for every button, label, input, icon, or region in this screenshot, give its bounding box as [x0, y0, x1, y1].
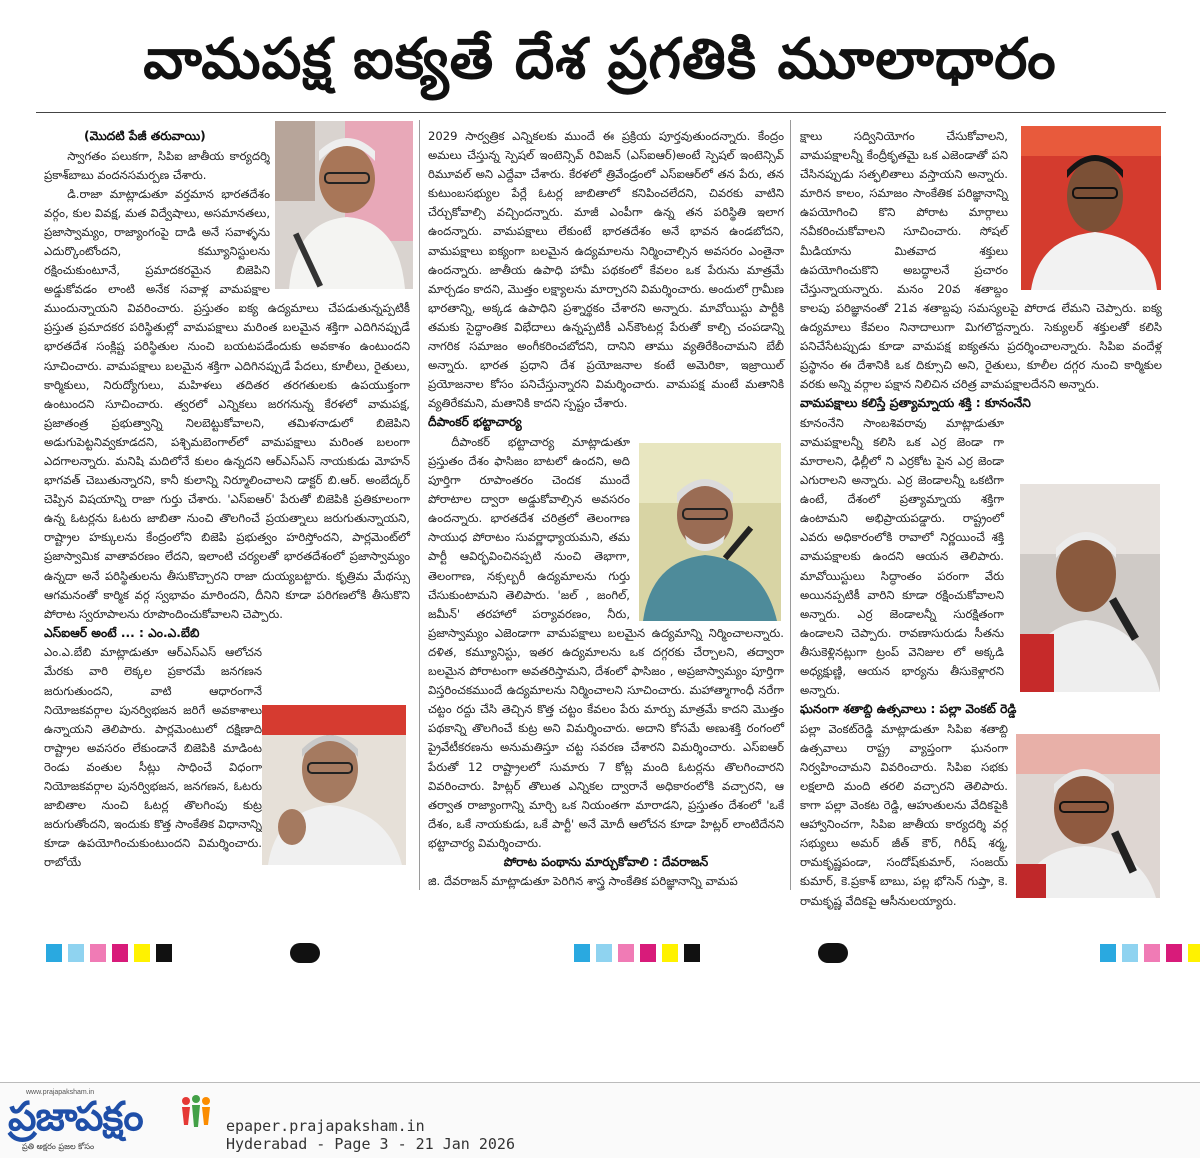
speaker-photo-dipankar [639, 443, 781, 621]
subheading: ఎస్‌ఐఆర్ అంటే ... : ఎం.ఎ.బేబి [44, 625, 200, 640]
paragraph: డి.రాజా మాట్లాడుతూ వర్తమాన భారతదేశం వర్గం, కుల వివక్ష, మత విద్వేషాలు, అసమానతలు, ప్రజాస్వామ్యం, రాజ్యాంగంపై దాడి అనే సవాళ్ళను ఎదుర్కొంటోందని, కమ్యూనిస్టులను రక్షించుకుంటూనే, ప్రమాదకరమైన బిజెపిని అడ్డుకోవడం లాంటి అనేక సవాళ్ల వామపక్షాల ముందున్నాయని వివరించారు. ప్రస్తుతం ఐక్య ఉద్యమాలు చేపడుతున్నప్పటికీ ప్రస్తుత ప్రమాదకర పరిస్థితుల్లో వామపక్షాలు మరింత బలమైన శక్తిగా ఎదిగినప్పుడే భారతదేశ సంక్లిష్ట పరిస్థితుల నుంచి బయటపడేందుకు అవకాశం ఉంటుందని సూచించారు. వామపక్షాలు బలమైన శక్తిగా ఎదిగినప్పుడే పేదలు, కూలీలు, రైతులు, కార్మికులు, నిరుద్యోగులు, మహిళలు తదితర తరగతులకు ఉపయుక్తంగా ఉంటుందని సూచించారు. త్వరలో ఎన్నికలు జరగనున్న కేరళలో వామపక్ష, ప్రజాతంత్ర ప్రభుత్వాన్ని నిలబెట్టుకోవాలని, తమిళనాడులో బిజెపిని అడుగుపెట్టనివ్వకూడదని, పశ్చిమబెంగాల్‌లో వామపక్షాలు మరింత బలంగా ఎదగాలన్నారు. మనిషి మదిలోనే కులం ఉన్నదని ఆర్‌ఎస్‌ఎస్ నాయకుడు మోహన్ భాగవత్ చెబుతున్నారని, కానీ కులాన్ని నిర్మూలించాలని డాక్టర్ బి.ఆర్. అంబేద్కర్ చెప్పిన విషయాన్ని రాజా గుర్తు చేశారు. 'ఎస్‌ఐఆర్' పేరుతో బిజెపికి ప్రతికూలంగా ఉన్న ఓటర్లను ఓటరు జాబితా నుంచి తొలగించే ప్రయత్నాలు జరుగుతున్నాయని, రాష్ట్రాల హక్కులను కేంద్రంలోని బిజెపి ప్రభుత్వం హరిస్తోందని, పార్లమెంట్‌లో ప్రజాస్వామిక వాతావరణం లేదని, ఇలాంటి చర్యలతో భారతదేశంలో ప్రజాస్వామ్యం ఉన్నదా అనే పరిస్థితులను తీసుకొచ్చారని రాజా దుయ్యబట్టారు. కృత్రిమ మేథస్సు ఆగమనంతో కార్మిక వర్గ స్వభావం మారిందని, దీనిని కూడా పరిగణలోకి తీసుకొని పోరాట స్వరూపాలను రూపొందించుకోవాలని చెప్పారు. [44, 186, 410, 621]
continued-note: (మొదటి పేజీ తరువాయి) [84, 129, 206, 143]
speaker-photo-icon [1016, 734, 1160, 898]
epaper-url[interactable]: epaper.prajapaksham.in [226, 1117, 425, 1135]
column-divider [790, 120, 791, 890]
registration-marks [1100, 944, 1200, 962]
edition-info: Hyderabad - Page 3 - 21 Jan 2026 [226, 1135, 515, 1153]
logo-tagline: ప్రతి అక్షరం ప్రజల కోసం [22, 1142, 95, 1151]
registration-pill [818, 943, 848, 963]
people-logo-icon [176, 1093, 212, 1133]
speaker-photo-palla [1016, 734, 1160, 898]
speaker-photo-icon [275, 121, 413, 289]
registration-marks [46, 944, 172, 962]
subheading: పోరాట పంథాను మార్చుకోవాలి : దేవరాజన్ [503, 854, 709, 869]
paragraph: 2029 సార్వత్రిక ఎన్నికలకు ముందే ఈ ప్రక్రియ పూర్తవుతుందన్నారు. కేంద్రం అమలు చేస్తున్న స్పెషల్ ఇంటెన్సివ్ రివిజన్ (ఎస్‌ఐఆర్)అంటే స్పెషల్ ఇంటెన్సివ్ రిమూవల్ అని ఎద్దేవా చేశారు. కేరళలో త్రివేండ్రంలో ఎస్‌ఐఆర్‌లో తన పేరు, తన కుటుంబసభ్యుల పేర్లే ఓటర్ల జాబితాలో కనిపించలేదని, చివరకు వాటిని చేర్చుకోవాల్సి వచ్చిందన్నారు. మాజీ ఎంపీగా ఉన్న తన పరిస్థితి ఇలాగ ఉందన్నారు. వామపక్షాలు లేకుంటే భారతదేశం అనే భావన ఉండబోదని, వామపక్షాలు ఐక్యంగా బలమైన ఉద్యమాలను నిర్మించాల్సిన అవసరం ఎంతైనా ఉందన్నారు. జాతీయ ఉపాధి హామీ పథకంలో కేవలం ఒక పేరును మాత్రమే మార్చడం కాదని, మొత్తం లక్ష్యాలను మార్చారని విమర్శించారు. అందులో గ్రామీణ భారతాన్ని, అక్కడ ఉపాధిని ప్రశ్నార్థకం చేశారని అన్నారు. మావోయిస్టు పార్టీకి తమకు సైద్ధాంతిక విభేదాలు ఉన్నప్పటికీ ఎన్‌కౌంటర్ల పేరుతో కాల్చి చంపడాన్ని నాగరిక సమాజం అంగీకరించబోదని, దానిని తాము వ్యతిరేకించామని బేబీ అన్నారు. భారత ప్రధాని దేశ ప్రయోజనాల కంటే అమెరికా, ఇజ్రాయిల్ ప్రయోజనాల కోసం పనిచేస్తున్నారని విమర్శించారు. వామపక్ష మంటే మతానికి వ్యతిరేకమని, మతానికి కాదని స్పష్టం చేశారు. [428, 129, 784, 411]
subheading: దీపాంకర్ భట్టాచార్య [428, 415, 522, 430]
logo-url: www.prajapaksham.in [26, 1089, 95, 1096]
speaker-photo-devarajan [1021, 126, 1161, 290]
subheading: వామపక్షాలు కలిస్తే ప్రత్యామ్నాయ శక్తి : కూనంనేని [800, 396, 1031, 411]
page-headline: వామపక్ష ఐక్యతే దేశ ప్రగతికి మూలాధారం [143, 27, 1057, 92]
speaker-photo-raja [275, 121, 413, 289]
column-divider [419, 120, 420, 890]
speaker-photo-icon [262, 705, 406, 865]
speaker-photo-icon [1021, 126, 1161, 290]
registration-marks [574, 944, 700, 962]
publication-logo[interactable]: ప్రజాపక్షం [8, 1094, 143, 1140]
paragraph: క్షాలు సద్వినియోగం చేసుకోవాలని, వామపక్షాలన్నీ కేంద్రీకృతమై ఒక ఎజెండాతో పని చేసినప్పుడు సత్ఫలితాలు వస్తాయని అన్నారు. మారిన కాలం, సమాజం సాంకేతిక పరిజ్ఞానాన్ని ఉపయోగించి కొని పోరాట మార్గాలు నవీకరించుకోవాలని సూచించారు. సోషల్ మీడియాను మితవాద శక్తులు ఉపయోగించుకొని అబద్ధాలనే ప్రచారం చేస్తున్నాయన్నారు. మనం 20వ శతాబ్దం కాలపు పరిజ్ఞానంతో 21వ శతాబ్దపు సమస్యలపై పోరాడ లేమని చెప్పారు. ఐక్య ఉద్యమాలు కేవలం నినాదాలుగా మిగలొద్దన్నారు. సెక్యులర్ శక్తులతో కలిసి పనిచేసేటప్పుడు కూడా వామపక్ష ఐక్యతను ప్రదర్శించాలన్నారు. సిపిఐ వందేళ్ల ప్రస్థానం ఈ దేశానికి ఒక దిక్సూచి అని, రైతులు, కూలీల దగ్గర నుంచి కార్మికుల వరకు అన్ని వర్గాల పక్షాన నిలిచిన చరిత్ర వామపక్షాలదేనని అన్నారు. [800, 129, 1162, 392]
speaker-photo-icon [1020, 484, 1160, 692]
headline-rule [36, 112, 1166, 113]
speaker-photo-icon [639, 443, 781, 621]
speaker-photo-kunamneni [1020, 484, 1160, 692]
paragraph: కూనంనేని సాంబశివరావు మాట్లాడుతూ వామపక్షాలన్నీ కలిసి ఒక ఎర్ర జెండా గా మారాలని, ఢిల్లీలో ని ఎర్రకోట పైన ఎర్ర జెండా ఎగురాలని అన్నారు. ఎర్ర జెండాలన్నీ ఒకటిగా ఉంటే, దేశంలో ప్రత్యామ్నాయ శక్తిగా ఉంటామని అభిప్రాయపడ్డారు. రాష్ట్రంలో ఎవరు అధికారంలోకి రావాలో నిర్ణయించే శక్తి వామపక్షాలకు ఉందని ఆయన తెలిపారు. మావోయిస్టులు సిద్ధాంతం పరంగా వేరు అయినప్పటికీ వారిని కూడా రక్షించుకోవాలని అన్నారు. ఎర్ర జెండాలన్నీ సురక్షితంగా ఉండాలని చెప్పారు. రావణాసురుడు సీతను తీసుకెళ్లినట్లుగా ట్రంప్ వెనిజుల లో అక్కడి అధ్యక్షుణ్ణి, ఆయన భార్యను తీసుకెళ్లారని అన్నారు. [800, 415, 1004, 698]
paragraph: పల్లా వెంకట్‌రెడ్డి మాట్లాడుతూ సిపిఐ శతాబ్ది ఉత్సవాలు రాష్ట్ర వ్యాప్తంగా ఘనంగా నిర్వహించామని వివరించారు. సిపిఐ సభకు లక్షలాది మంది తరలి వచ్చారని తెలిపారు. కాగా పల్లా వెంకట రెడ్డి, ఆహుతులను వేదికపైకి ఆహ్వానించగా, సిపిఐ జాతీయ కార్యదర్శి వర్గ సభ్యులు అమర్ జీత్ కౌర్, గిరీష్ శర్మ, రామకృష్ణపండా, సందోష్‌కుమార్, సంజయ్ కుమార్, కె.ప్రకాశ్ బాబు, పల్ల భోసెన్ గుప్తా, కె. రామకృష్ణ వేదికపై ఆసీనులయ్యారు. [800, 721, 1008, 908]
paragraph: స్వాగతం పలుకగా, సిపిఐ జాతీయ కార్యదర్శి ప్రకాశ్‌బాబు వందనసమర్పణ చేశారు. [44, 148, 270, 182]
subheading: ఘనంగా శతాబ్ది ఉత్సవాలు : పల్లా వెంకట్ రెడ్డి [800, 702, 1017, 717]
paragraph: జి. దేవరాజన్ మాట్లాడుతూ పెరిగిన శాస్త్ర సాంకేతిక పరిజ్ఞానాన్ని వామప [428, 874, 738, 889]
speaker-photo-baby [262, 705, 406, 865]
paragraph: దీపాంకర్ భట్టాచార్య మాట్లాడుతూ ప్రస్తుతం దేశం ఫాసిజం బాటలో ఉందని, అది పూర్తిగా రూపాంతరం చెందక ముందే పోరాటాల ద్వారా అడ్డుకోవాల్సిన అవసరం ఉందన్నారు. భారతదేశ చరిత్రలో తెలంగాణ సాయుధ పోరాటం సువర్ణాధ్యాయమని, తమ పార్టీ ఆవిర్భవించినప్పటి నుంచి తెభాగా, తెలంగాణ, నక్సల్బరీ ఉద్యమాలను గుర్తు చేసుకుంటామని తెలిపారు. 'జల్ , జంగిల్, జమీన్' తరహాలో పర్యావరణం, నీరు, ప్రజాస్వామ్యం ఎజెండాగా వామపక్షాలు బలమైన ఉద్యమాన్ని నిర్మించాలన్నారు. దళిత, కమ్యూనిస్టు, ఇతర ఉద్యమాలను ఒక దగ్గరకు చేర్చాలని, తద్వారా బలమైన పోరాటంగా అవతరిస్తామని, దేశంలో ఫాసిజం , అప్రజాస్వామ్యం పూర్తిగా విస్తరించకముందే ఉద్యమాలను నిర్మించాలని సూచించారు. మహాత్మాగాంధీ నరేగా చట్టం రద్దు చేసి తెచ్చిన కొత్త చట్టం కేవలం పేరు మార్పు మాత్రమే కాదని మొత్తం పథకాన్ని తొలగించే కుట్ర అని విమర్శించారు. అదాని కోసమే అణుశక్తి రంగంలో ప్రైవేటీకరణను అనుమతిస్తూ చట్ట సవరణ చేశారని విమర్శించారు. ఎస్‌ఐఆర్ పేరుతో 12 రాష్ట్రాలలో సుమారు 7 కోట్ల మంది ఓటర్లను తొలగించారని వివరించారు. హిట్లర్ తొలుత ఎన్నికల ద్వారానే అధికారంలోకి వచ్చారని, ఆ తర్వాత రాజ్యాంగాన్ని మార్చి ఒక నియంతగా మారాడని, ప్రస్తుతం దేశంలో 'ఒకే దేశం, ఒకే నాయకుడు, ఒకే పార్టీ' అనే మోదీ ఆలోచన కూడా హిట్లర్ లాంటిదేనని భట్టాచార్య విమర్శించారు. [428, 434, 784, 850]
paragraph: ఎం.ఎ.బేబి మాట్లాడుతూ ఆర్‌ఎస్‌ఎస్ ఆలోచన మేరకు వారి లెక్కల ప్రకారమే జనగణన జరుగుతుందని, వాటి ఆధారంగానే నియోజకవర్గాల పునర్విభజన జరిగే అవకాశాలు ఉన్నాయని తెలిపారు. పార్లమెంటులో దక్షిణాది రాష్ట్రాల అవసరం లేకుండానే బిజెపికి మాడింట రెండు వంతుల సీట్లు సాధించే విధంగా నియోజకవర్గాల పునర్విభజన, జనగణన, ఓటరు జాబితాల నుంచి ఓటర్ల తొలగింపు కుట్ర జరుగుతోందని, ఇందుకు కొత్త సాంకేతిక విధానాన్ని కూడా ఉపయోగించుకుంటుందని విమర్శించారు. రాబోయే [44, 645, 262, 870]
registration-pill [290, 943, 320, 963]
